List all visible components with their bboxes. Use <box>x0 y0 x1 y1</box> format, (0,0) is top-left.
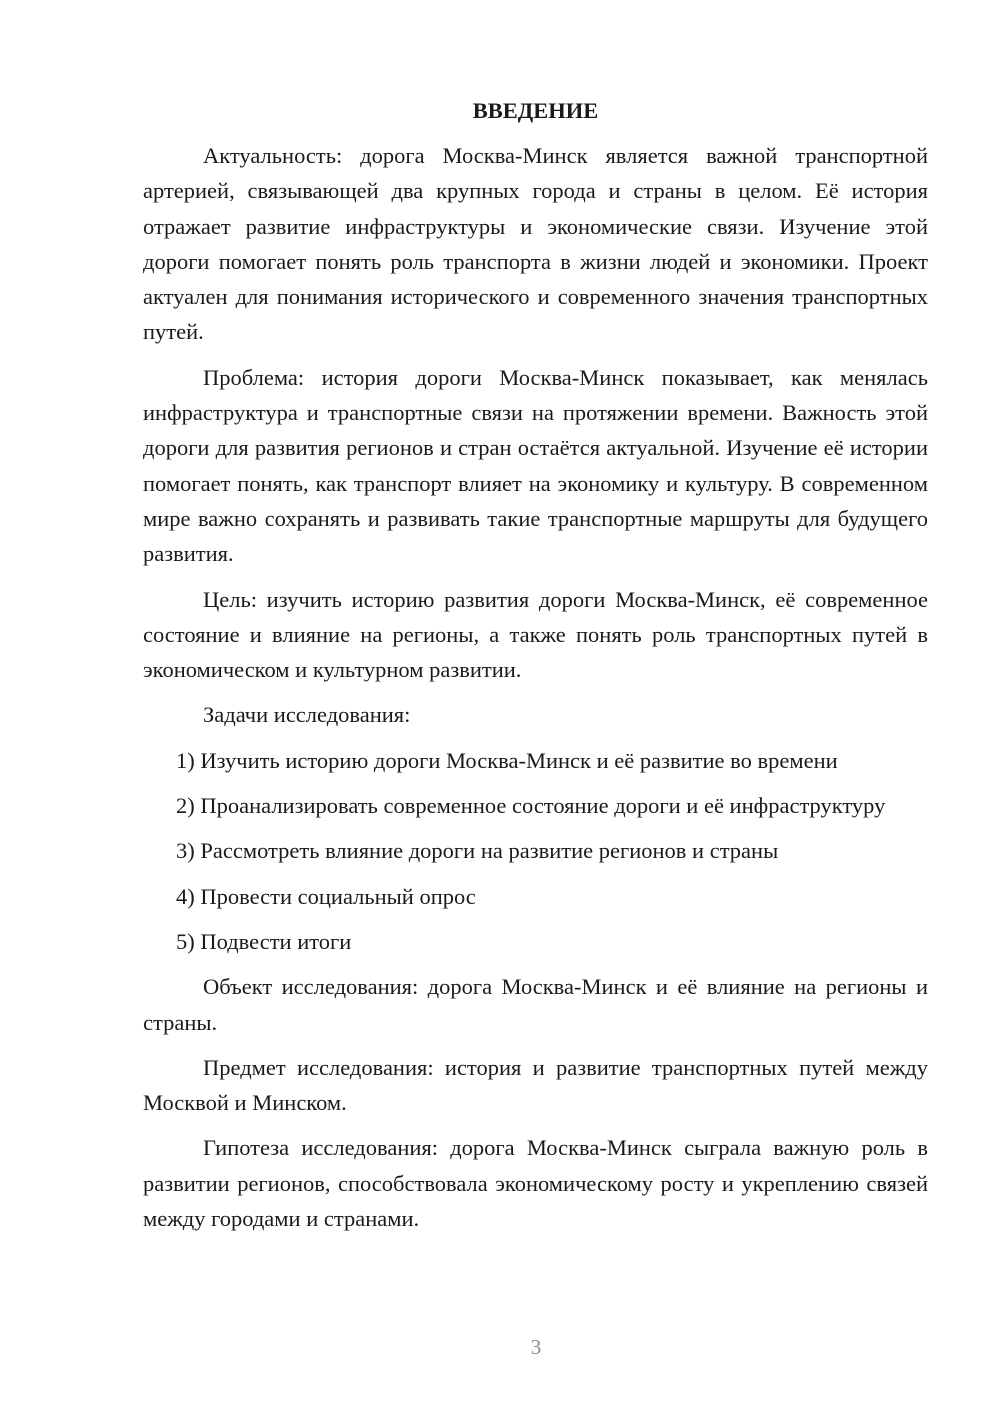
task-item-1: 1) Изучить историю дороги Москва-Минск и её развитие во времени <box>176 747 838 773</box>
tasks-heading: Задачи исследования: <box>203 702 411 728</box>
task-item-4: 4) Провести социальный опрос <box>176 883 476 909</box>
document-page <box>143 96 928 1246</box>
task-item-5: 5) Подвести итоги <box>176 928 352 954</box>
goal-paragraph: Цель: изучить историю развития дороги Москва-Минск, её современное состояние и влияние на регионы, а также понять роль транспортных путей в экономическом и культурном развитии. <box>143 586 928 683</box>
task-item-2: 2) Проанализировать современное состояние дороги и её инфраструктуру <box>176 793 886 819</box>
object-paragraph: Объект исследования: дорога Москва-Минск и её влияние на регионы и страны. <box>143 974 928 1035</box>
task-item-3: 3) Рассмотреть влияние дороги на развитие регионов и страны <box>176 838 779 864</box>
problem-paragraph: Проблема: история дороги Москва-Минск показывает, как менялась инфраструктура и транспортные связи на протяжении времени. Важность этой дороги для развития регионов и стран остаётся актуальной. Изучение её истории помогает понять, как транспорт влияет на экономику и культуру. В современном мире важно сохранять и развивать такие транспортные маршруты для будущего развития. <box>143 364 928 567</box>
hypothesis-paragraph: Гипотеза исследования: дорога Москва-Минск сыграла важную роль в развитии регионов, способствовала экономическому росту и укреплению связей между городами и странами. <box>143 1135 928 1232</box>
relevance-paragraph: Актуальность: дорога Москва-Минск является важной транспортной артерией, связывающей два крупных города и страны в целом. Её история отражает развитие инфраструктуры и экономические связи. Изучение этой дороги помогает понять роль транспорта в жизни людей и экономики. Проект актуален для понимания исторического и современного значения транспортных путей. <box>143 143 928 345</box>
page-number: 3 <box>530 1335 542 1359</box>
section-heading: ВВЕДЕНИЕ <box>472 98 599 123</box>
subject-paragraph: Предмет исследования: история и развитие транспортных путей между Москвой и Минском. <box>143 1054 928 1116</box>
